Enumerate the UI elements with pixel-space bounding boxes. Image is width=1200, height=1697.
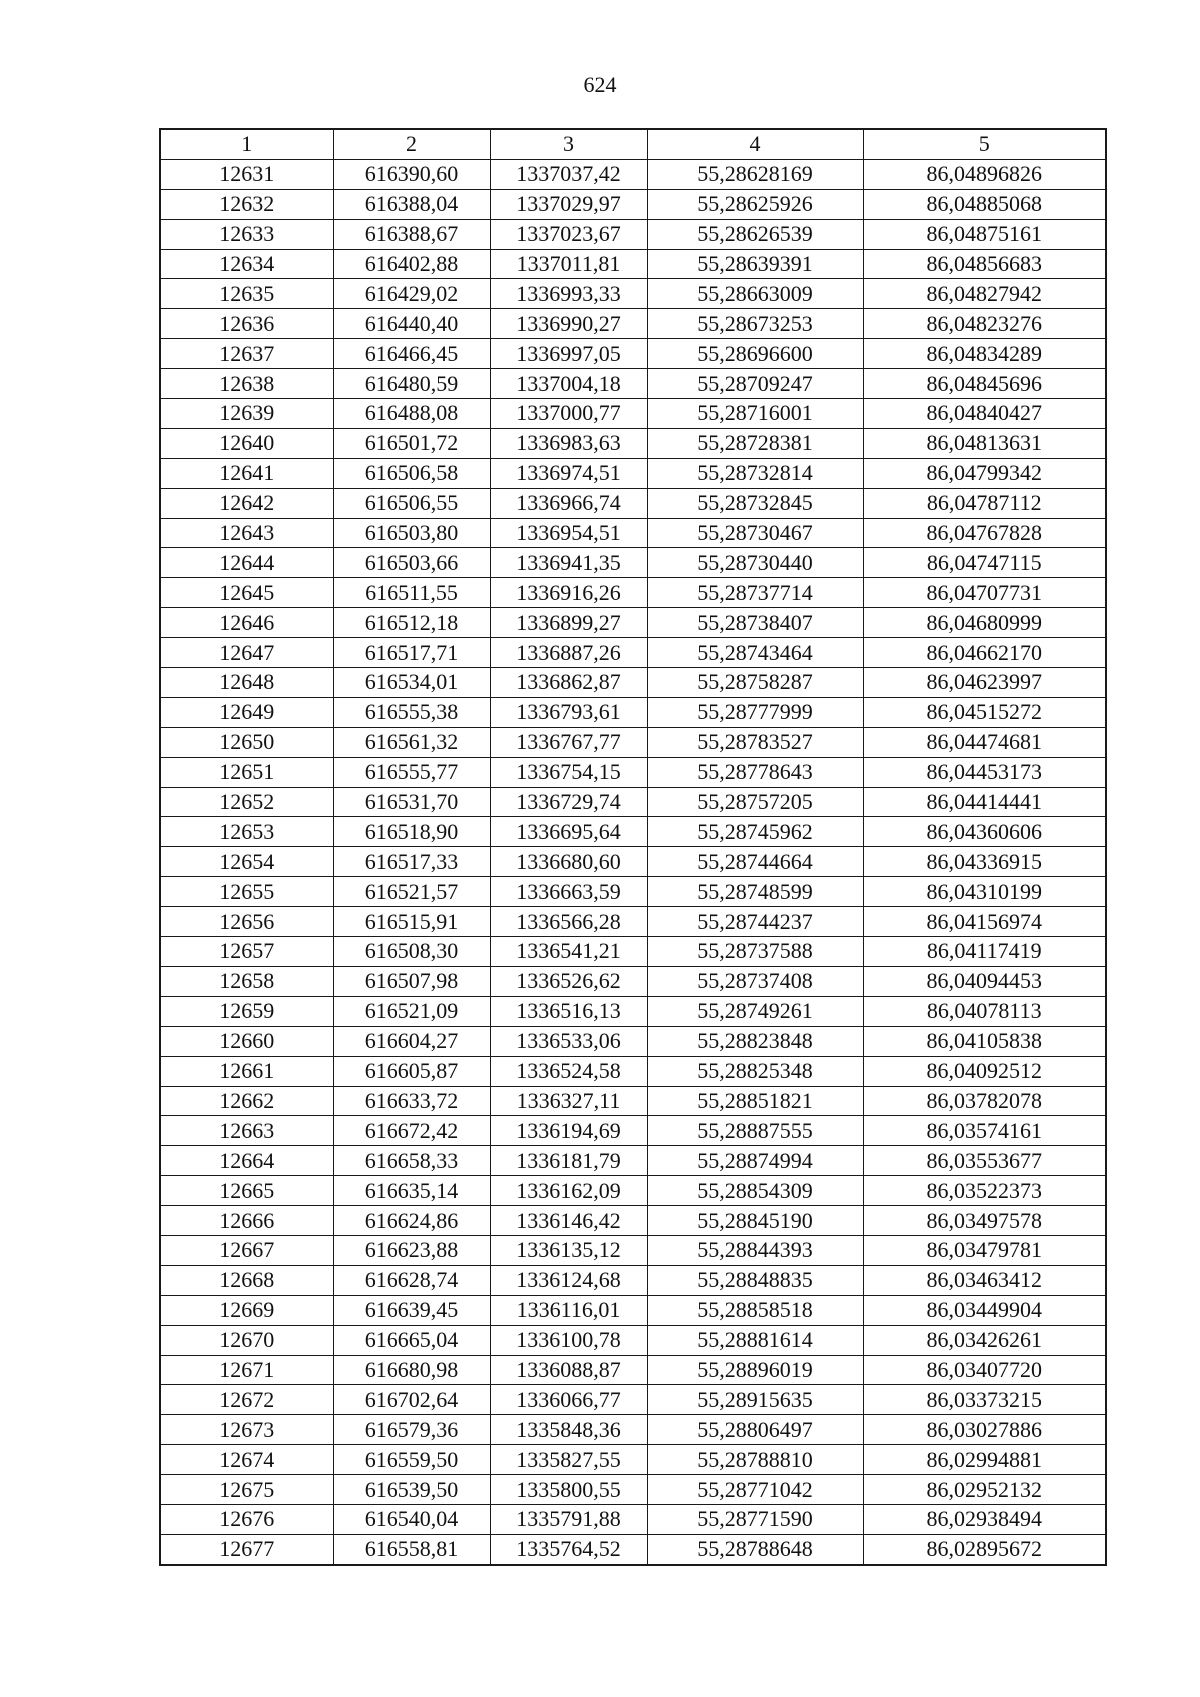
latitude-cell: 55,28696600 [647,339,863,369]
latitude-cell: 55,28758287 [647,668,863,698]
table-row [160,399,1106,429]
point-number-cell: 12646 [160,608,333,638]
x-coordinate-cell: 616605,87 [333,1056,490,1086]
x-coordinate-cell: 616579,36 [333,1415,490,1445]
point-number-cell: 12643 [160,518,333,548]
table-row [160,1504,1106,1534]
y-coordinate-cell: 1336793,61 [490,697,647,727]
point-number-cell: 12662 [160,1086,333,1116]
x-coordinate-cell: 616702,64 [333,1385,490,1415]
longitude-cell: 86,04414441 [863,787,1106,817]
latitude-cell: 55,28896019 [647,1355,863,1385]
latitude-cell: 55,28738407 [647,608,863,638]
y-coordinate-cell: 1336116,01 [490,1295,647,1325]
table-row [160,638,1106,668]
longitude-cell: 86,04856683 [863,249,1106,279]
table-row [160,189,1106,219]
x-coordinate-cell: 616531,70 [333,787,490,817]
longitude-cell: 86,02895672 [863,1534,1106,1564]
y-coordinate-cell: 1336983,63 [490,428,647,458]
x-coordinate-cell: 616639,45 [333,1295,490,1325]
latitude-cell: 55,28732845 [647,488,863,518]
table-row [160,937,1106,967]
x-coordinate-cell: 616521,09 [333,996,490,1026]
point-number-cell: 12657 [160,937,333,967]
table-row [160,757,1106,787]
table-row [160,159,1106,189]
y-coordinate-cell: 1337004,18 [490,369,647,399]
point-number-cell: 12677 [160,1534,333,1564]
point-number-cell: 12676 [160,1504,333,1534]
y-coordinate-cell: 1336916,26 [490,578,647,608]
table-row [160,817,1106,847]
table-row [160,1265,1106,1295]
point-number-cell: 12652 [160,787,333,817]
y-coordinate-cell: 1336526,62 [490,966,647,996]
x-coordinate-cell: 616665,04 [333,1325,490,1355]
point-number-cell: 12655 [160,877,333,907]
table-row [160,1355,1106,1385]
x-coordinate-cell: 616555,38 [333,697,490,727]
longitude-cell: 86,04885068 [863,189,1106,219]
y-coordinate-cell: 1336663,59 [490,877,647,907]
table-row [160,1176,1106,1206]
y-coordinate-cell: 1336194,69 [490,1116,647,1146]
y-coordinate-cell: 1336899,27 [490,608,647,638]
longitude-cell: 86,04823276 [863,309,1106,339]
latitude-cell: 55,28823848 [647,1026,863,1056]
point-number-cell: 12663 [160,1116,333,1146]
x-coordinate-cell: 616540,04 [333,1504,490,1534]
point-number-cell: 12674 [160,1445,333,1475]
x-coordinate-cell: 616658,33 [333,1146,490,1176]
table-row [160,1415,1106,1445]
table-row [160,668,1106,698]
x-coordinate-cell: 616480,59 [333,369,490,399]
latitude-cell: 55,28709247 [647,369,863,399]
table-row [160,697,1106,727]
point-number-cell: 12639 [160,399,333,429]
latitude-cell: 55,28673253 [647,309,863,339]
longitude-cell: 86,04310199 [863,877,1106,907]
x-coordinate-cell: 616503,66 [333,548,490,578]
x-coordinate-cell: 616388,67 [333,219,490,249]
longitude-cell: 86,03463412 [863,1265,1106,1295]
latitude-cell: 55,28716001 [647,399,863,429]
x-coordinate-cell: 616604,27 [333,1026,490,1056]
latitude-cell: 55,28844393 [647,1235,863,1265]
point-number-cell: 12644 [160,548,333,578]
longitude-cell: 86,04813631 [863,428,1106,458]
column-header: 1 [160,129,333,159]
table-row [160,907,1106,937]
y-coordinate-cell: 1336680,60 [490,847,647,877]
longitude-cell: 86,03373215 [863,1385,1106,1415]
point-number-cell: 12632 [160,189,333,219]
table-row [160,1475,1106,1505]
y-coordinate-cell: 1336135,12 [490,1235,647,1265]
point-number-cell: 12658 [160,966,333,996]
point-number-cell: 12641 [160,458,333,488]
table-row [160,966,1106,996]
table-row [160,309,1106,339]
longitude-cell: 86,03574161 [863,1116,1106,1146]
latitude-cell: 55,28737714 [647,578,863,608]
table-row [160,847,1106,877]
latitude-cell: 55,28825348 [647,1056,863,1086]
point-number-cell: 12668 [160,1265,333,1295]
y-coordinate-cell: 1335764,52 [490,1534,647,1564]
latitude-cell: 55,28745962 [647,817,863,847]
table-header [160,129,1106,159]
x-coordinate-cell: 616518,90 [333,817,490,847]
x-coordinate-cell: 616488,08 [333,399,490,429]
point-number-cell: 12642 [160,488,333,518]
x-coordinate-cell: 616555,77 [333,757,490,787]
y-coordinate-cell: 1337029,97 [490,189,647,219]
y-coordinate-cell: 1337000,77 [490,399,647,429]
table-row [160,458,1106,488]
table-row [160,219,1106,249]
latitude-cell: 55,28663009 [647,279,863,309]
y-coordinate-cell: 1335827,55 [490,1445,647,1475]
point-number-cell: 12670 [160,1325,333,1355]
x-coordinate-cell: 616506,58 [333,458,490,488]
longitude-cell: 86,04845696 [863,369,1106,399]
latitude-cell: 55,28730440 [647,548,863,578]
table-row [160,1056,1106,1086]
longitude-cell: 86,04515272 [863,697,1106,727]
column-header: 2 [333,129,490,159]
longitude-cell: 86,04680999 [863,608,1106,638]
latitude-cell: 55,28777999 [647,697,863,727]
point-number-cell: 12653 [160,817,333,847]
x-coordinate-cell: 616512,18 [333,608,490,638]
y-coordinate-cell: 1336754,15 [490,757,647,787]
longitude-cell: 86,03782078 [863,1086,1106,1116]
y-coordinate-cell: 1336124,68 [490,1265,647,1295]
latitude-cell: 55,28881614 [647,1325,863,1355]
longitude-cell: 86,04078113 [863,996,1106,1026]
longitude-cell: 86,04875161 [863,219,1106,249]
x-coordinate-cell: 616561,32 [333,727,490,757]
y-coordinate-cell: 1336862,87 [490,668,647,698]
table-row [160,488,1106,518]
column-header: 5 [863,129,1106,159]
y-coordinate-cell: 1336993,33 [490,279,647,309]
y-coordinate-cell: 1336146,42 [490,1206,647,1236]
longitude-cell: 86,04834289 [863,339,1106,369]
latitude-cell: 55,28771590 [647,1504,863,1534]
latitude-cell: 55,28778643 [647,757,863,787]
longitude-cell: 86,04799342 [863,458,1106,488]
latitude-cell: 55,28887555 [647,1116,863,1146]
y-coordinate-cell: 1336729,74 [490,787,647,817]
table-row [160,279,1106,309]
longitude-cell: 86,04767828 [863,518,1106,548]
table-row [160,1206,1106,1236]
table-row [160,1116,1106,1146]
latitude-cell: 55,28788648 [647,1534,863,1564]
x-coordinate-cell: 616507,98 [333,966,490,996]
latitude-cell: 55,28744237 [647,907,863,937]
latitude-cell: 55,28851821 [647,1086,863,1116]
longitude-cell: 86,02952132 [863,1475,1106,1505]
point-number-cell: 12634 [160,249,333,279]
x-coordinate-cell: 616390,60 [333,159,490,189]
x-coordinate-cell: 616466,45 [333,339,490,369]
y-coordinate-cell: 1336181,79 [490,1146,647,1176]
point-number-cell: 12635 [160,279,333,309]
table-row [160,608,1106,638]
latitude-cell: 55,28639391 [647,249,863,279]
latitude-cell: 55,28626539 [647,219,863,249]
point-number-cell: 12654 [160,847,333,877]
y-coordinate-cell: 1336162,09 [490,1176,647,1206]
point-number-cell: 12640 [160,428,333,458]
x-coordinate-cell: 616501,72 [333,428,490,458]
table-row [160,249,1106,279]
x-coordinate-cell: 616503,80 [333,518,490,548]
latitude-cell: 55,28744664 [647,847,863,877]
y-coordinate-cell: 1336887,26 [490,638,647,668]
longitude-cell: 86,02994881 [863,1445,1106,1475]
latitude-cell: 55,28854309 [647,1176,863,1206]
longitude-cell: 86,03027886 [863,1415,1106,1445]
x-coordinate-cell: 616388,04 [333,189,490,219]
point-number-cell: 12673 [160,1415,333,1445]
longitude-cell: 86,03553677 [863,1146,1106,1176]
x-coordinate-cell: 616559,50 [333,1445,490,1475]
latitude-cell: 55,28858518 [647,1295,863,1325]
latitude-cell: 55,28915635 [647,1385,863,1415]
latitude-cell: 55,28737408 [647,966,863,996]
x-coordinate-cell: 616517,71 [333,638,490,668]
latitude-cell: 55,28771042 [647,1475,863,1505]
table-row [160,1146,1106,1176]
point-number-cell: 12650 [160,727,333,757]
point-number-cell: 12633 [160,219,333,249]
coordinates-table [159,128,1107,1566]
point-number-cell: 12651 [160,757,333,787]
point-number-cell: 12645 [160,578,333,608]
table-row [160,1295,1106,1325]
longitude-cell: 86,04336915 [863,847,1106,877]
x-coordinate-cell: 616517,33 [333,847,490,877]
longitude-cell: 86,04105838 [863,1026,1106,1056]
y-coordinate-cell: 1336990,27 [490,309,647,339]
longitude-cell: 86,04662170 [863,638,1106,668]
table-row [160,787,1106,817]
longitude-cell: 86,03407720 [863,1355,1106,1385]
x-coordinate-cell: 616672,42 [333,1116,490,1146]
latitude-cell: 55,28743464 [647,638,863,668]
table-row [160,1534,1106,1564]
longitude-cell: 86,03426261 [863,1325,1106,1355]
table-row [160,1235,1106,1265]
point-number-cell: 12647 [160,638,333,668]
y-coordinate-cell: 1336541,21 [490,937,647,967]
point-number-cell: 12671 [160,1355,333,1385]
latitude-cell: 55,28728381 [647,428,863,458]
point-number-cell: 12656 [160,907,333,937]
table-row [160,1445,1106,1475]
point-number-cell: 12648 [160,668,333,698]
table-row [160,548,1106,578]
x-coordinate-cell: 616429,02 [333,279,490,309]
table-row [160,369,1106,399]
longitude-cell: 86,04896826 [863,159,1106,189]
x-coordinate-cell: 616521,57 [333,877,490,907]
point-number-cell: 12638 [160,369,333,399]
table-row [160,1325,1106,1355]
latitude-cell: 55,28788810 [647,1445,863,1475]
x-coordinate-cell: 616680,98 [333,1355,490,1385]
page-number: 624 [583,72,617,97]
point-number-cell: 12637 [160,339,333,369]
y-coordinate-cell: 1337011,81 [490,249,647,279]
latitude-cell: 55,28874994 [647,1146,863,1176]
point-number-cell: 12672 [160,1385,333,1415]
longitude-cell: 86,04827942 [863,279,1106,309]
x-coordinate-cell: 616558,81 [333,1534,490,1564]
column-header: 4 [647,129,863,159]
longitude-cell: 86,04707731 [863,578,1106,608]
point-number-cell: 12660 [160,1026,333,1056]
table-row [160,428,1106,458]
point-number-cell: 12631 [160,159,333,189]
x-coordinate-cell: 616539,50 [333,1475,490,1505]
longitude-cell: 86,04787112 [863,488,1106,518]
longitude-cell: 86,04092512 [863,1056,1106,1086]
latitude-cell: 55,28730467 [647,518,863,548]
table-row [160,1385,1106,1415]
y-coordinate-cell: 1336974,51 [490,458,647,488]
y-coordinate-cell: 1336767,77 [490,727,647,757]
longitude-cell: 86,02938494 [863,1504,1106,1534]
x-coordinate-cell: 616440,40 [333,309,490,339]
point-number-cell: 12636 [160,309,333,339]
y-coordinate-cell: 1337037,42 [490,159,647,189]
y-coordinate-cell: 1336088,87 [490,1355,647,1385]
table-row [160,1086,1106,1116]
longitude-cell: 86,03497578 [863,1206,1106,1236]
table-row [160,1026,1106,1056]
y-coordinate-cell: 1336997,05 [490,339,647,369]
y-coordinate-cell: 1336327,11 [490,1086,647,1116]
y-coordinate-cell: 1336695,64 [490,817,647,847]
y-coordinate-cell: 1336566,28 [490,907,647,937]
x-coordinate-cell: 616506,55 [333,488,490,518]
column-header: 3 [490,129,647,159]
point-number-cell: 12666 [160,1206,333,1236]
latitude-cell: 55,28845190 [647,1206,863,1236]
longitude-cell: 86,04623997 [863,668,1106,698]
point-number-cell: 12659 [160,996,333,1026]
x-coordinate-cell: 616633,72 [333,1086,490,1116]
y-coordinate-cell: 1336516,13 [490,996,647,1026]
y-coordinate-cell: 1335848,36 [490,1415,647,1445]
longitude-cell: 86,03479781 [863,1235,1106,1265]
y-coordinate-cell: 1336966,74 [490,488,647,518]
table-row [160,578,1106,608]
y-coordinate-cell: 1335791,88 [490,1504,647,1534]
y-coordinate-cell: 1336533,06 [490,1026,647,1056]
point-number-cell: 12661 [160,1056,333,1086]
x-coordinate-cell: 616628,74 [333,1265,490,1295]
table-row [160,727,1106,757]
latitude-cell: 55,28737588 [647,937,863,967]
point-number-cell: 12664 [160,1146,333,1176]
latitude-cell: 55,28732814 [647,458,863,488]
latitude-cell: 55,28748599 [647,877,863,907]
longitude-cell: 86,03522373 [863,1176,1106,1206]
x-coordinate-cell: 616534,01 [333,668,490,698]
table-body [160,159,1106,1564]
latitude-cell: 55,28757205 [647,787,863,817]
longitude-cell: 86,04453173 [863,757,1106,787]
latitude-cell: 55,28749261 [647,996,863,1026]
longitude-cell: 86,04474681 [863,727,1106,757]
table-row [160,339,1106,369]
latitude-cell: 55,28806497 [647,1415,863,1445]
y-coordinate-cell: 1336954,51 [490,518,647,548]
latitude-cell: 55,28628169 [647,159,863,189]
point-number-cell: 12649 [160,697,333,727]
longitude-cell: 86,04094453 [863,966,1106,996]
longitude-cell: 86,03449904 [863,1295,1106,1325]
x-coordinate-cell: 616508,30 [333,937,490,967]
point-number-cell: 12669 [160,1295,333,1325]
table-row [160,996,1106,1026]
longitude-cell: 86,04360606 [863,817,1106,847]
latitude-cell: 55,28848835 [647,1265,863,1295]
table-row [160,877,1106,907]
longitude-cell: 86,04840427 [863,399,1106,429]
longitude-cell: 86,04747115 [863,548,1106,578]
point-number-cell: 12675 [160,1475,333,1505]
x-coordinate-cell: 616623,88 [333,1235,490,1265]
y-coordinate-cell: 1336524,58 [490,1056,647,1086]
point-number-cell: 12667 [160,1235,333,1265]
y-coordinate-cell: 1335800,55 [490,1475,647,1505]
latitude-cell: 55,28625926 [647,189,863,219]
x-coordinate-cell: 616515,91 [333,907,490,937]
x-coordinate-cell: 616635,14 [333,1176,490,1206]
point-number-cell: 12665 [160,1176,333,1206]
y-coordinate-cell: 1336066,77 [490,1385,647,1415]
table-row [160,518,1106,548]
y-coordinate-cell: 1336100,78 [490,1325,647,1355]
longitude-cell: 86,04156974 [863,907,1106,937]
y-coordinate-cell: 1336941,35 [490,548,647,578]
header-row [160,129,1106,159]
x-coordinate-cell: 616402,88 [333,249,490,279]
longitude-cell: 86,04117419 [863,937,1106,967]
y-coordinate-cell: 1337023,67 [490,219,647,249]
x-coordinate-cell: 616511,55 [333,578,490,608]
x-coordinate-cell: 616624,86 [333,1206,490,1236]
latitude-cell: 55,28783527 [647,727,863,757]
